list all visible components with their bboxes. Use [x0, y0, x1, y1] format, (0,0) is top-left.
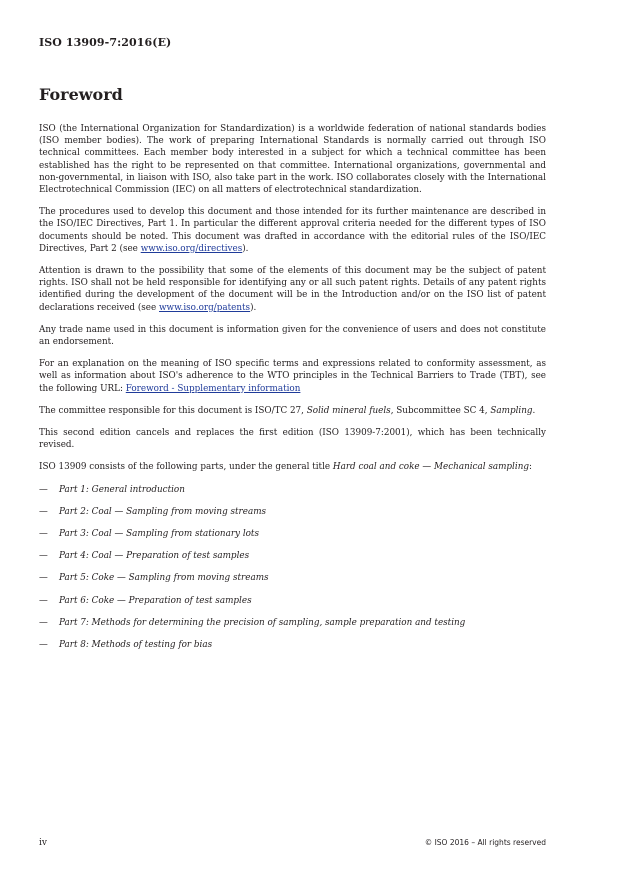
- parts-intro-end: :: [529, 462, 532, 473]
- list-item: [39, 595, 546, 607]
- paragraph-edition: This second edition cancels and replaces the first edition (ISO 13909-7:2001), which has been technically revised.: [39, 428, 546, 451]
- paragraph-conformity: [39, 358, 546, 395]
- patents-link[interactable]: www.iso.org/patents: [159, 302, 251, 313]
- parts-list: [39, 484, 546, 652]
- paragraph-parts-intro: [39, 461, 546, 473]
- list-dash: —: [39, 639, 48, 650]
- part-title: Part 2: Coal — Sampling from moving streams: [59, 506, 267, 517]
- list-item: [39, 617, 546, 629]
- part-title: Part 3: Coal — Sampling from stationary lots: [59, 529, 259, 540]
- part-title: Part 7: Methods for determining the precision of sampling, sample preparation and testing: [59, 617, 466, 628]
- part-title: Part 6: Coke — Preparation of test samples: [59, 595, 252, 606]
- document-identifier: ISO 13909-7:2016(E): [39, 36, 172, 49]
- list-dash: —: [39, 529, 48, 540]
- list-item: [39, 484, 546, 496]
- paragraph-patents-end: ).: [250, 302, 257, 313]
- paragraph-conformity-text: For an explanation on the meaning of ISO specific terms and expressions related to conformity assessment, as well as information about ISO's adherence to the WTO principles in the Technical Barriers to Trade (TBT), see the following URL:: [39, 359, 546, 394]
- copyright-notice: © ISO 2016 – All rights reserved: [424, 838, 546, 847]
- paragraph-iso-federation: ISO (the International Organization for Standardization) is a worldwide federation of national standards bodies (ISO member bodies). The work of preparing International Standards is normally carried out through ISO technical committees. Each member body interested in a subject for which a technical committee has been established has the right to be represented on that committee. International organizations, governmental and non-governmental, in liaison with ISO, also take part in the work. ISO collaborates closely with the International Electrotechnical Commission (IEC) on all matters of electrotechnical standardization.: [39, 124, 546, 196]
- general-title: Hard coal and coke — Mechanical sampling: [332, 462, 529, 473]
- paragraph-patents: [39, 265, 546, 314]
- paragraph-trade-name: Any trade name used in this document is information given for the convenience of users and does not constitute an endorsement.: [39, 324, 546, 348]
- list-item: [39, 506, 546, 518]
- committee-name: Solid mineral fuels: [306, 405, 391, 416]
- part-title: Part 4: Coal — Preparation of test samples: [59, 551, 250, 562]
- list-item: [39, 550, 546, 562]
- part-title: Part 8: Methods of testing for bias: [59, 639, 213, 650]
- part-title: Part 5: Coke — Sampling from moving streams: [59, 573, 269, 584]
- list-item: [39, 528, 546, 540]
- directives-link[interactable]: www.iso.org/directives: [140, 243, 243, 254]
- foreword-body: [39, 123, 546, 661]
- paragraph-procedures: [39, 206, 546, 255]
- list-dash: —: [39, 617, 48, 628]
- subcommittee-name: Sampling: [490, 405, 533, 416]
- list-item: [39, 639, 546, 651]
- list-dash: —: [39, 573, 48, 584]
- part-title: Part 1: General introduction: [59, 484, 185, 495]
- page-number: iv: [39, 838, 47, 848]
- list-item: [39, 572, 546, 584]
- section-title: Foreword: [39, 85, 123, 104]
- supplementary-info-link[interactable]: Foreword - Supplementary information: [125, 383, 301, 394]
- list-dash: —: [39, 484, 48, 495]
- paragraph-procedures-end: ).: [242, 243, 249, 254]
- paragraph-patents-text: Attention is drawn to the possibility that some of the elements of this document may be the subject of patent rights. ISO shall not be held responsible for identifying any or all such patent rights. Details of any patent rights identified during the development of the document will be in the Introduction and/or on the ISO list of patent declarations received (see: [39, 266, 546, 313]
- paragraph-committee: [39, 405, 546, 417]
- committee-text-b: , Subcommittee SC 4,: [390, 405, 491, 416]
- committee-text-c: .: [532, 405, 536, 416]
- paragraph-procedures-text: The procedures used to develop this document and those intended for its further maintenance are described in the ISO/IEC Directives, Part 1. In particular the different approval criteria needed for the different types of ISO documents should be noted. This document was drafted in accordance with the editorial rules of the ISO/IEC Directives, Part 2 (see: [39, 207, 546, 254]
- list-dash: —: [39, 595, 48, 606]
- committee-text-a: The committee responsible for this document is ISO/TC 27,: [39, 405, 307, 416]
- list-dash: —: [39, 506, 48, 517]
- list-dash: —: [39, 551, 48, 562]
- parts-intro-text: ISO 13909 consists of the following parts, under the general title: [39, 462, 333, 473]
